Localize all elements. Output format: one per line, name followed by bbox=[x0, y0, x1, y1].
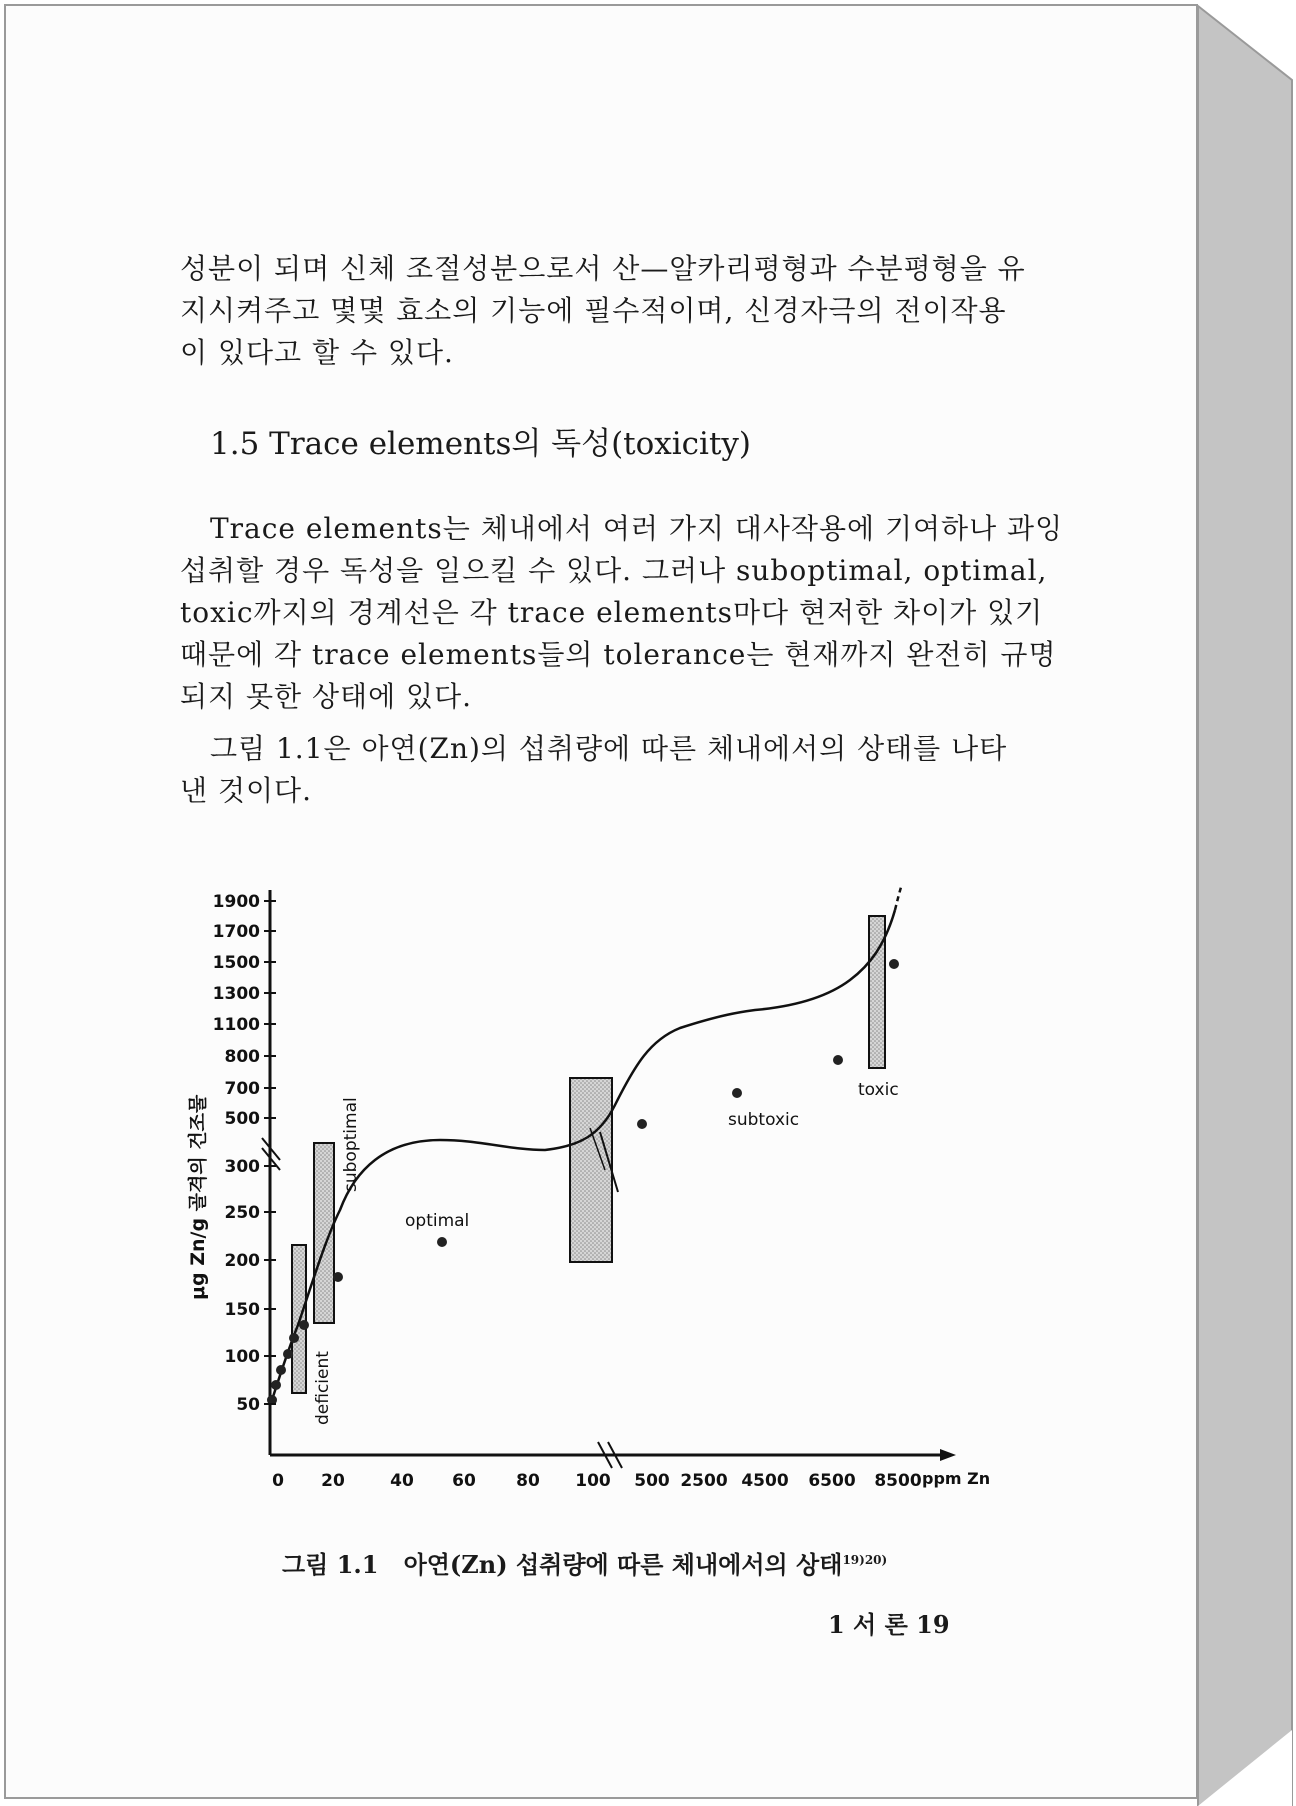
section-heading: 1.5 Trace elements의 독성(toxicity) bbox=[210, 426, 752, 462]
text-line: 성분이 되며 신체 조절성분으로서 산—알카리평형과 수분평형을 유 bbox=[180, 252, 1026, 285]
text-line: 지시켜주고 몇몇 효소의 기능에 필수적이며, 신경자극의 전이작용 bbox=[180, 294, 1007, 327]
x-tick-label: 40 bbox=[390, 1471, 414, 1491]
data-point bbox=[437, 1237, 447, 1247]
y-tick-label: 200 bbox=[224, 1251, 260, 1271]
x-tick-label: 6500 bbox=[808, 1471, 856, 1491]
data-point bbox=[276, 1365, 286, 1375]
y-tick-label: 1300 bbox=[212, 984, 260, 1004]
x-tick-label: 100 bbox=[575, 1471, 611, 1491]
x-tick-label: 4500 bbox=[741, 1471, 789, 1491]
page-number: 1 서 론 19 bbox=[828, 1610, 950, 1639]
data-point bbox=[271, 1380, 281, 1390]
text-line: 섭취할 경우 독성을 일으킬 수 있다. 그러나 suboptimal, optimal, bbox=[180, 554, 1048, 587]
x-tick-label: 0 bbox=[272, 1471, 284, 1491]
y-tick-label: 700 bbox=[224, 1079, 260, 1099]
toxic-region bbox=[869, 916, 885, 1068]
subtoxic-label: subtoxic bbox=[728, 1110, 800, 1130]
x-tick-label: 8500 bbox=[874, 1471, 922, 1491]
y-tick-label: 1900 bbox=[212, 892, 260, 912]
toxic-extension bbox=[895, 884, 902, 910]
optimal-label: optimal bbox=[405, 1211, 470, 1231]
tolerance-region bbox=[570, 1078, 612, 1262]
paragraph-2 bbox=[180, 508, 1064, 718]
zinc-intake-chart bbox=[180, 870, 1020, 1510]
x-tick-label: 60 bbox=[452, 1471, 476, 1491]
x-ticks bbox=[272, 1471, 922, 1491]
data-point bbox=[732, 1088, 742, 1098]
data-point bbox=[333, 1272, 343, 1282]
x-tick-label: 2500 bbox=[680, 1471, 728, 1491]
data-point bbox=[299, 1320, 309, 1330]
data-point bbox=[289, 1333, 299, 1343]
data-point bbox=[637, 1119, 647, 1129]
y-tick-label: 800 bbox=[224, 1047, 260, 1067]
y-tick-label: 300 bbox=[224, 1157, 260, 1177]
deficient-label: deficient bbox=[313, 1351, 333, 1425]
text-line: 그림 1.1은 아연(Zn)의 섭취량에 따른 체내에서의 상태를 나타 bbox=[210, 732, 1008, 765]
x-tick-label: 80 bbox=[516, 1471, 540, 1491]
data-point bbox=[833, 1055, 843, 1065]
paragraph-1 bbox=[180, 248, 1026, 374]
paragraph-3 bbox=[180, 728, 1008, 812]
x-tick-label: 20 bbox=[321, 1471, 345, 1491]
y-tick-label: 1700 bbox=[212, 922, 260, 942]
x-axis-label: ppm Zn bbox=[922, 1469, 991, 1488]
text-line: 되지 못한 상태에 있다. bbox=[180, 680, 473, 713]
text-line: 낸 것이다. bbox=[180, 774, 312, 807]
caption-text: 아연(Zn) 섭취량에 따른 체내에서의 상태 bbox=[403, 1550, 843, 1579]
text-line: 이 있다고 할 수 있다. bbox=[180, 336, 454, 369]
y-axis-label: μg Zn/g 골격의 건조물 bbox=[187, 1094, 209, 1300]
y-tick-label: 500 bbox=[224, 1109, 260, 1129]
y-tick-label: 50 bbox=[236, 1395, 260, 1415]
x-axis-arrow bbox=[940, 1449, 956, 1461]
y-tick-label: 250 bbox=[224, 1203, 260, 1223]
text-line: 때문에 각 trace elements들의 tolerance는 현재까지 완전히 규명 bbox=[180, 638, 1057, 671]
x-tick-label: 500 bbox=[634, 1471, 670, 1491]
data-point bbox=[283, 1349, 293, 1359]
figure-caption bbox=[282, 1545, 887, 1580]
data-point bbox=[889, 959, 899, 969]
toxic-label: toxic bbox=[858, 1080, 899, 1100]
caption-label: 그림 1.1 bbox=[282, 1550, 379, 1579]
caption-refs: 19)20) bbox=[842, 1553, 888, 1567]
text-line: toxic까지의 경계선은 각 trace elements마다 현저한 차이가 있기 bbox=[180, 596, 1044, 629]
y-tick-label: 1100 bbox=[212, 1015, 260, 1035]
suboptimal-label: suboptimal bbox=[341, 1097, 361, 1192]
text-line: Trace elements는 체내에서 여러 가지 대사작용에 기여하나 과잉 bbox=[210, 512, 1064, 545]
y-tick-label: 150 bbox=[224, 1300, 260, 1320]
y-tick-label: 100 bbox=[224, 1347, 260, 1367]
y-tick-label: 1500 bbox=[212, 953, 260, 973]
